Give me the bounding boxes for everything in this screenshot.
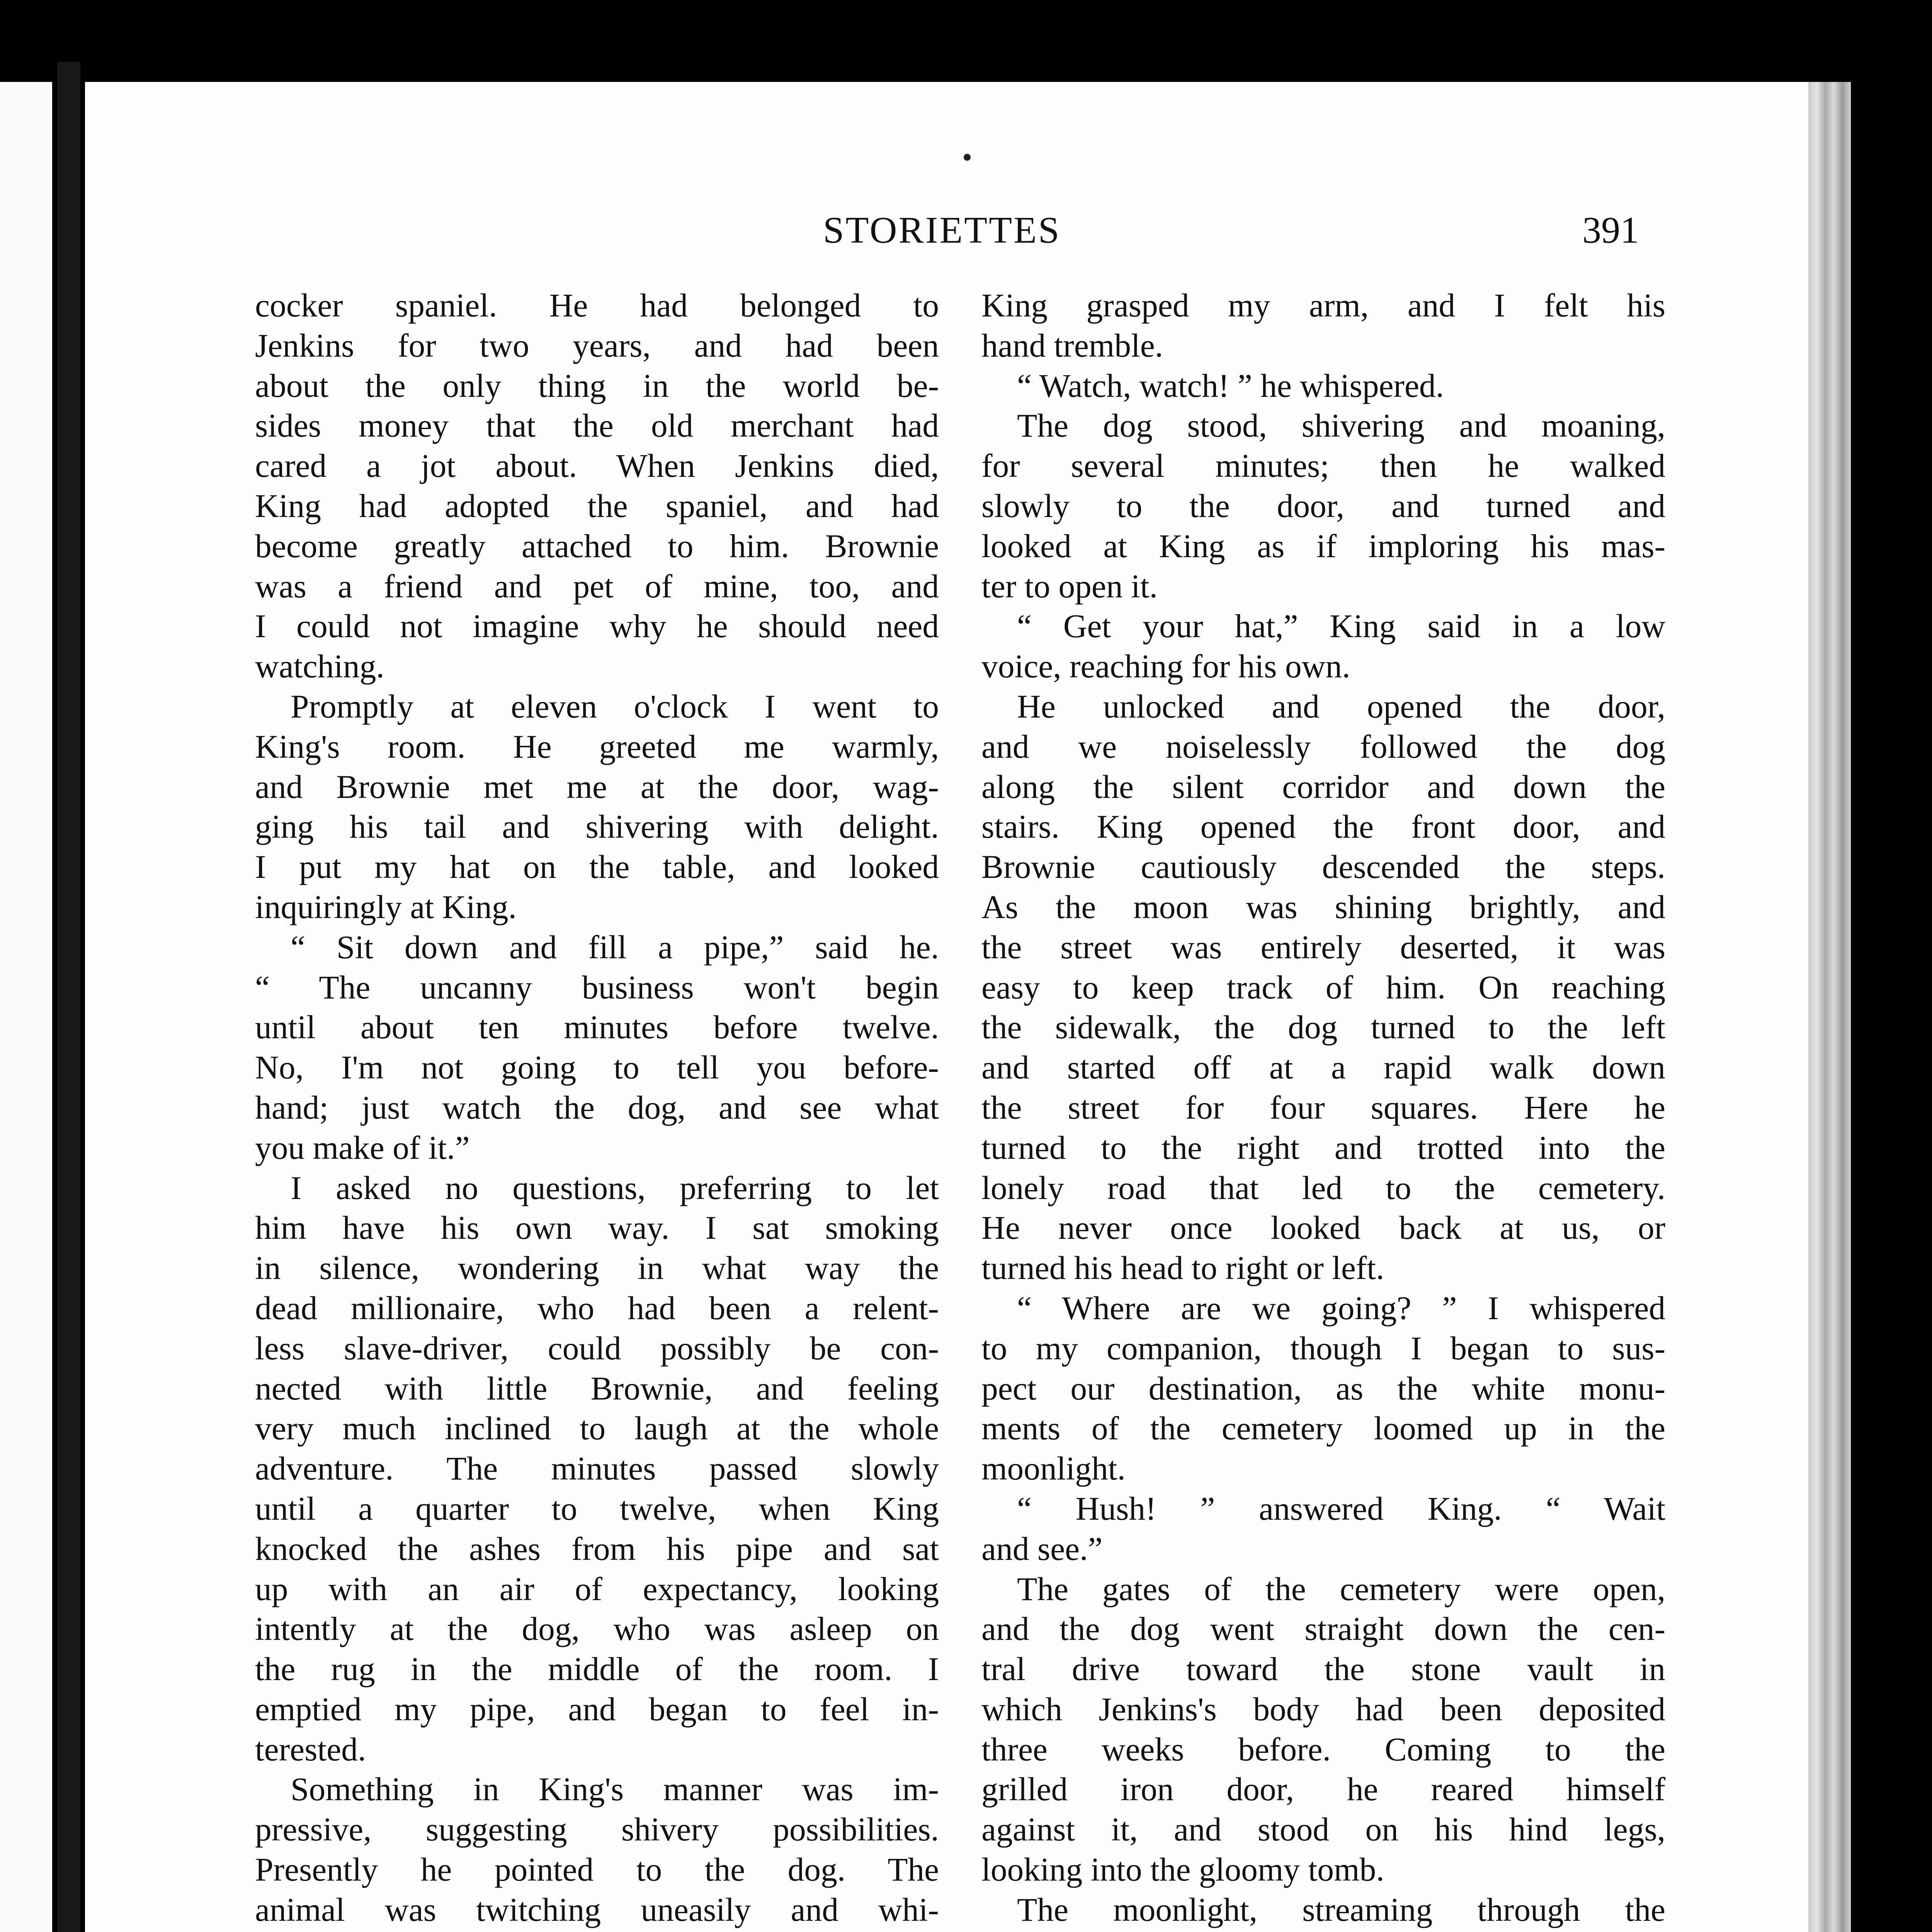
text-line: The gates of the cemetery were open, (1017, 1571, 1665, 1607)
text-line: the street for four squares. Here he (981, 1089, 1665, 1126)
text-line: lonely road that led to the cemetery. (981, 1170, 1665, 1206)
page-number: 391 (1582, 209, 1639, 251)
text-line: He unlocked and opened the door, (1017, 688, 1665, 725)
text-line: nected with little Brownie, and feeling (255, 1370, 939, 1407)
text-line: and we noiselessly followed the dog (981, 728, 1665, 765)
text-line: “ Watch, watch! ” he whispered. (1017, 367, 1444, 404)
running-head: STORIETTES (823, 209, 1061, 251)
text-line: and Brownie met me at the door, wag- (255, 769, 939, 805)
text-line: easy to keep track of him. On reaching (981, 969, 1665, 1006)
text-line: “ The uncanny business won't begin (255, 969, 939, 1006)
text-line: pect our destination, as the white monu- (981, 1370, 1665, 1407)
text-line: until a quarter to twelve, when King (255, 1490, 939, 1527)
text-line: become greatly attached to him. Brownie (255, 528, 939, 565)
text-line: three weeks before. Coming to the (981, 1731, 1665, 1768)
text-line: him have his own way. I sat smoking (255, 1210, 939, 1247)
text-line: adventure. The minutes passed slowly (255, 1451, 939, 1487)
text-line: The moonlight, streaming through the (1017, 1891, 1665, 1928)
text-line: looking into the gloomy tomb. (981, 1852, 1384, 1888)
text-line: dead millionaire, who had been a relent- (255, 1290, 939, 1327)
text-line: As the moon was shining brightly, and (981, 889, 1665, 925)
text-line (981, 1930, 1665, 1932)
text-column-left (255, 286, 939, 1932)
text-line: I put my hat on the table, and looked (255, 849, 939, 886)
text-line (255, 1930, 939, 1932)
text-line: and started off at a rapid walk down (981, 1049, 1665, 1086)
text-line: hand tremble. (981, 327, 1163, 364)
text-line: until about ten minutes before twelve. (255, 1009, 939, 1046)
text-line: Promptly at eleven o'clock I went to (291, 688, 939, 725)
text-line: He never once looked back at us, or (981, 1210, 1665, 1247)
text-line: “ Sit down and fill a pipe,” said he. (291, 929, 939, 966)
text-line: ter to open it. (981, 568, 1158, 605)
text-line: in silence, wondering in what way the (255, 1250, 939, 1287)
text-line: ments of the cemetery loomed up in the (981, 1410, 1665, 1447)
text-line: which Jenkins's body had been deposited (981, 1691, 1665, 1728)
text-line: “ Get your hat,” King said in a low (1017, 608, 1665, 645)
text-line: turned to the right and trotted into the (981, 1129, 1665, 1166)
text-line: Presently he pointed to the dog. The (255, 1852, 939, 1888)
text-line: very much inclined to laugh at the whole (255, 1410, 939, 1447)
text-line: cared a jot about. When Jenkins died, (255, 448, 939, 485)
text-line: ging his tail and shivering with delight. (255, 809, 939, 845)
text-line: stairs. King opened the front door, and (981, 809, 1665, 845)
text-line: slowly to the door, and turned and (981, 488, 1665, 524)
text-line: less slave-driver, could possibly be con- (255, 1330, 939, 1367)
text-line: the sidewalk, the dog turned to the left (981, 1009, 1665, 1046)
text-line: sides money that the old merchant had (255, 408, 939, 444)
text-line: emptied my pipe, and began to feel in- (255, 1691, 939, 1728)
text-line: Brownie cautiously descended the steps. (981, 849, 1665, 886)
text-line: King had adopted the spaniel, and had (255, 488, 939, 524)
text-line: to my companion, though I began to sus- (981, 1330, 1665, 1367)
text-line: “ Hush! ” answered King. “ Wait (1017, 1490, 1665, 1527)
text-line: The dog stood, shivering and moaning, (1017, 408, 1665, 444)
page-stack-edge (1808, 82, 1851, 1932)
text-line: and the dog went straight down the cen- (981, 1611, 1665, 1648)
text-line: turned his head to right or left. (981, 1250, 1384, 1287)
text-line: pressive, suggesting shivery possibilities. (255, 1811, 939, 1848)
text-column-right (981, 286, 1665, 1932)
text-line: against it, and stood on his hind legs, (981, 1811, 1665, 1848)
text-line: grilled iron door, he reared himself (981, 1771, 1665, 1808)
text-line: hand; just watch the dog, and see what (255, 1089, 939, 1126)
text-line: and see.” (981, 1531, 1103, 1567)
text-line: looked at King as if imploring his mas- (981, 528, 1665, 565)
text-line: was a friend and pet of mine, too, and (255, 568, 939, 605)
text-line: inquiringly at King. (255, 889, 517, 925)
text-line: I could not imagine why he should need (255, 608, 939, 645)
previous-page-edge (0, 82, 52, 1932)
text-line: “ Where are we going? ” I whispered (1017, 1290, 1665, 1327)
text-line: terested. (255, 1731, 366, 1768)
text-line: No, I'm not going to tell you before- (255, 1049, 939, 1086)
text-line: Jenkins for two years, and had been (255, 327, 939, 364)
text-line: King grasped my arm, and I felt his (981, 287, 1665, 324)
ink-speck (964, 154, 971, 161)
text-line: the street was entirely deserted, it was (981, 929, 1665, 966)
text-line: up with an air of expectancy, looking (255, 1571, 939, 1607)
text-line: Something in King's manner was im- (291, 1771, 939, 1808)
text-line: the rug in the middle of the room. I (255, 1651, 939, 1688)
text-line: for several minutes; then he walked (981, 448, 1665, 485)
binding-gutter (57, 62, 80, 1932)
text-line: along the silent corridor and down the (981, 769, 1665, 805)
text-line: animal was twitching uneasily and whi- (255, 1891, 939, 1928)
text-line: knocked the ashes from his pipe and sat (255, 1531, 939, 1567)
text-line: tral drive toward the stone vault in (981, 1651, 1665, 1688)
text-line: intently at the dog, who was asleep on (255, 1611, 939, 1648)
text-line: I asked no questions, preferring to let (291, 1170, 939, 1206)
text-line: moonlight. (981, 1451, 1126, 1487)
text-line: you make of it.” (255, 1129, 470, 1166)
text-line: voice, reaching for his own. (981, 648, 1350, 685)
text-line: cocker spaniel. He had belonged to (255, 287, 939, 324)
text-line: about the only thing in the world be- (255, 367, 939, 404)
text-line: watching. (255, 648, 384, 685)
text-line: King's room. He greeted me warmly, (255, 728, 939, 765)
